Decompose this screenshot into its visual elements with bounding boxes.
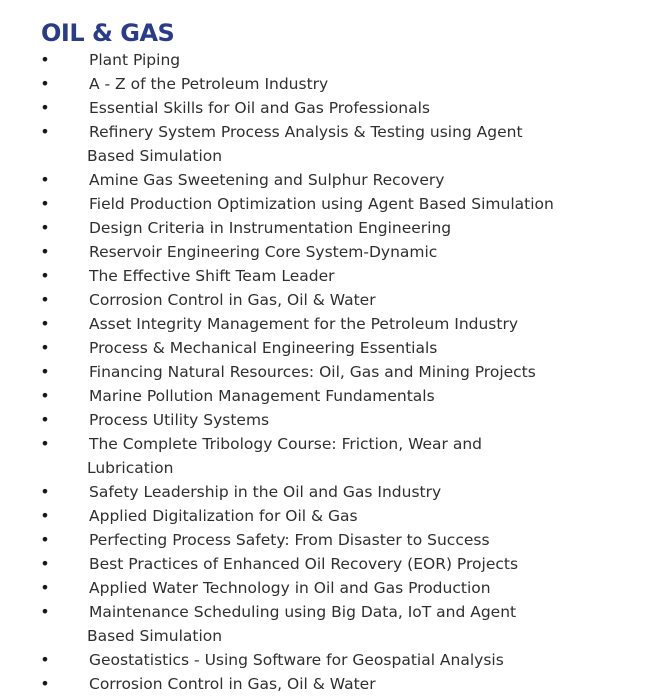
bullet-icon: • [40,674,50,693]
course-title: Reservoir Engineering Core System-Dynamic [89,243,438,261]
course-list-item [0,600,652,648]
bullet-icon: • [40,338,50,357]
bullet-icon: • [40,602,50,621]
course-list-item [0,72,652,96]
bullet-icon: • [40,530,50,549]
course-title: Best Practices of Enhanced Oil Recovery (EOR) Projects [89,555,519,573]
bullet-icon: • [40,98,50,117]
course-title: Corrosion Control in Gas, Oil & Water [89,291,376,309]
course-list-item [0,216,652,240]
course-list-item [0,576,652,600]
bullet-icon: • [40,170,50,189]
bullet-icon: • [40,290,50,309]
course-list-item [0,552,652,576]
bullet-icon: • [40,50,50,69]
course-list-item [0,432,652,480]
course-list-item [0,312,652,336]
course-title: Essential Skills for Oil and Gas Professionals [89,99,430,117]
course-list-item [0,384,652,408]
bullet-icon: • [40,482,50,501]
bullet-icon: • [40,218,50,237]
course-list-item [0,120,652,168]
bullet-icon: • [40,362,50,381]
course-list-item [0,528,652,552]
bullet-icon: • [40,266,50,285]
course-list-item [0,336,652,360]
course-title: The Effective Shift Team Leader [89,267,335,285]
course-title: Corrosion Control in Gas, Oil & Water [89,675,376,693]
bullet-icon: • [40,314,50,333]
course-title: Maintenance Scheduling using Big Data, IoT and Agent Based Simulation [87,603,517,645]
bullet-icon: • [40,194,50,213]
course-title: Refinery System Process Analysis & Testing using Agent Based Simulation [87,123,523,165]
course-title: Design Criteria in Instrumentation Engineering [89,219,452,237]
course-list-item [0,360,652,384]
course-title: Amine Gas Sweetening and Sulphur Recovery [89,171,445,189]
course-title: Field Production Optimization using Agent Based Simulation [89,195,554,213]
course-title: The Complete Tribology Course: Friction, Wear and Lubrication [87,435,483,477]
course-list-item [0,96,652,120]
bullet-icon: • [40,578,50,597]
course-list-item [0,288,652,312]
bullet-icon: • [40,554,50,573]
course-list-item [0,192,652,216]
course-list [0,48,652,696]
course-title: Process & Mechanical Engineering Essentials [89,339,438,357]
bullet-icon: • [40,434,50,453]
course-title: Financing Natural Resources: Oil, Gas and Mining Projects [89,363,536,381]
course-list-item [0,408,652,432]
course-title: Applied Water Technology in Oil and Gas Production [89,579,491,597]
course-title: Safety Leadership in the Oil and Gas Industry [89,483,442,501]
course-list-item [0,504,652,528]
bullet-icon: • [40,242,50,261]
course-title: Applied Digitalization for Oil & Gas [89,507,358,525]
course-list-item [0,648,652,672]
course-title: Geostatistics - Using Software for Geospatial Analysis [89,651,504,669]
course-title: Asset Integrity Management for the Petroleum Industry [89,315,519,333]
course-list-item [0,480,652,504]
course-list-item [0,48,652,72]
course-title: Perfecting Process Safety: From Disaster to Success [89,531,490,549]
bullet-icon: • [40,410,50,429]
bullet-icon: • [40,386,50,405]
course-list-item [0,168,652,192]
bullet-icon: • [40,650,50,669]
course-title: Process Utility Systems [89,411,270,429]
bullet-icon: • [40,74,50,93]
bullet-icon: • [40,506,50,525]
bullet-icon: • [40,122,50,141]
course-list-item [0,264,652,288]
course-title: A - Z of the Petroleum Industry [89,75,329,93]
section-heading: OIL & GAS [41,19,175,47]
course-list-item [0,672,652,696]
course-title: Plant Piping [89,51,181,69]
course-title: Marine Pollution Management Fundamentals [89,387,435,405]
course-list-item [0,240,652,264]
